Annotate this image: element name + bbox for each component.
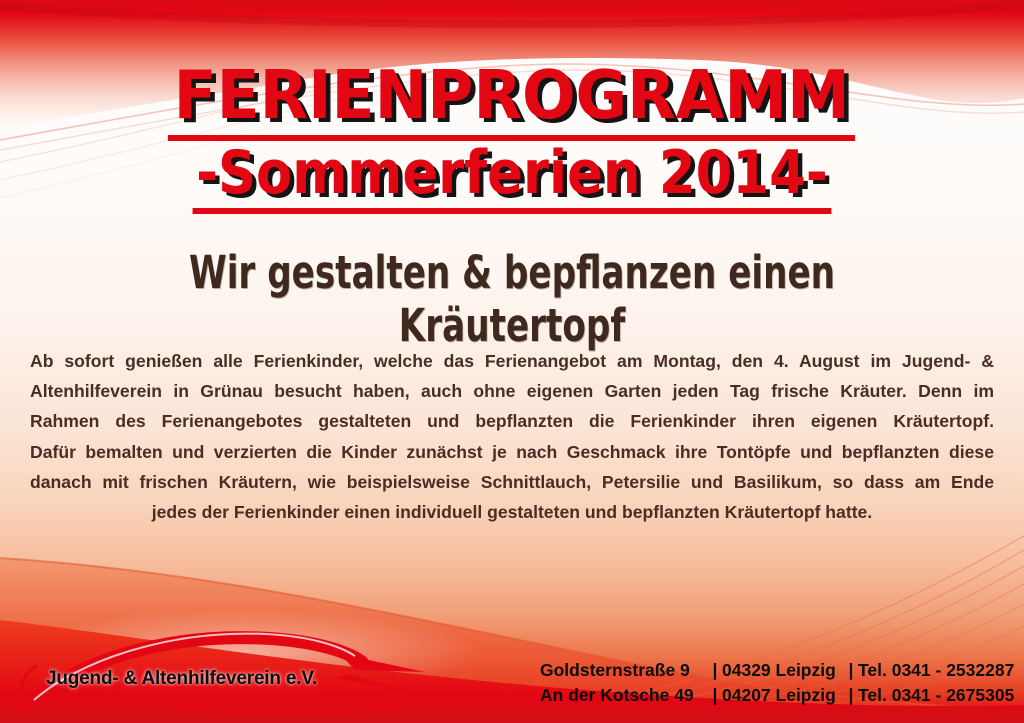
footer-phone: Tel. 0341 - 2532287 bbox=[858, 660, 1015, 680]
footer-phone: Tel. 0341 - 2675305 bbox=[858, 685, 1015, 705]
body-line: danach mit frischen Kräutern, wie beispielsweise Schnittlauch, Petersilie und Basilikum, so dass am Ende bbox=[30, 471, 994, 492]
body-paragraph bbox=[30, 346, 994, 527]
footer-street: Goldsternstraße 9 bbox=[540, 660, 690, 680]
footer-city: 04207 Leipzig bbox=[722, 685, 836, 705]
poster-title: FERIENPROGRAMM bbox=[168, 62, 855, 141]
footer-separator: | bbox=[848, 660, 854, 680]
poster-subtitle: -Sommerferien 2014- bbox=[193, 143, 832, 214]
footer-address-row bbox=[540, 658, 1014, 683]
body-line: Altenhilfeverein in Grünau besucht haben, auch ohne eigenen Garten jeden Tag frische Kräuter. Denn im bbox=[30, 381, 994, 402]
body-line: jedes der Ferienkinder einen individuell gestalteten und bepflanzten Kräutertopf hatte. bbox=[151, 502, 873, 523]
footer-separator: | bbox=[712, 660, 718, 680]
event-headline bbox=[0, 246, 1024, 352]
footer-city: 04329 Leipzig bbox=[722, 660, 836, 680]
footer-street: An der Kotsche 49 bbox=[540, 685, 694, 705]
footer-separator: | bbox=[848, 685, 854, 705]
footer-address-row bbox=[540, 683, 1014, 708]
body-line: Rahmen des Ferienangebotes gestalteten und bepflanzten die Ferienkinder ihren eigenen Kräutertopf. bbox=[30, 411, 994, 432]
body-line: Ab sofort genießen alle Ferienkinder, welche das Ferienangebot am Montag, den 4. August im Jugend- & bbox=[30, 351, 994, 371]
event-headline-text: Wir gestalten & bepflanzen einen Kräutertopf bbox=[188, 246, 836, 352]
footer-separator: | bbox=[712, 685, 718, 705]
footer-contact bbox=[540, 658, 1014, 708]
organization-logo-text: Jugend- & Altenhilfeverein e.V. bbox=[46, 668, 318, 689]
body-line: Dafür bemalten und verzierten die Kinder zunächst je nach Geschmack ihre Tontöpfe und bepflanzten diese bbox=[30, 441, 994, 462]
